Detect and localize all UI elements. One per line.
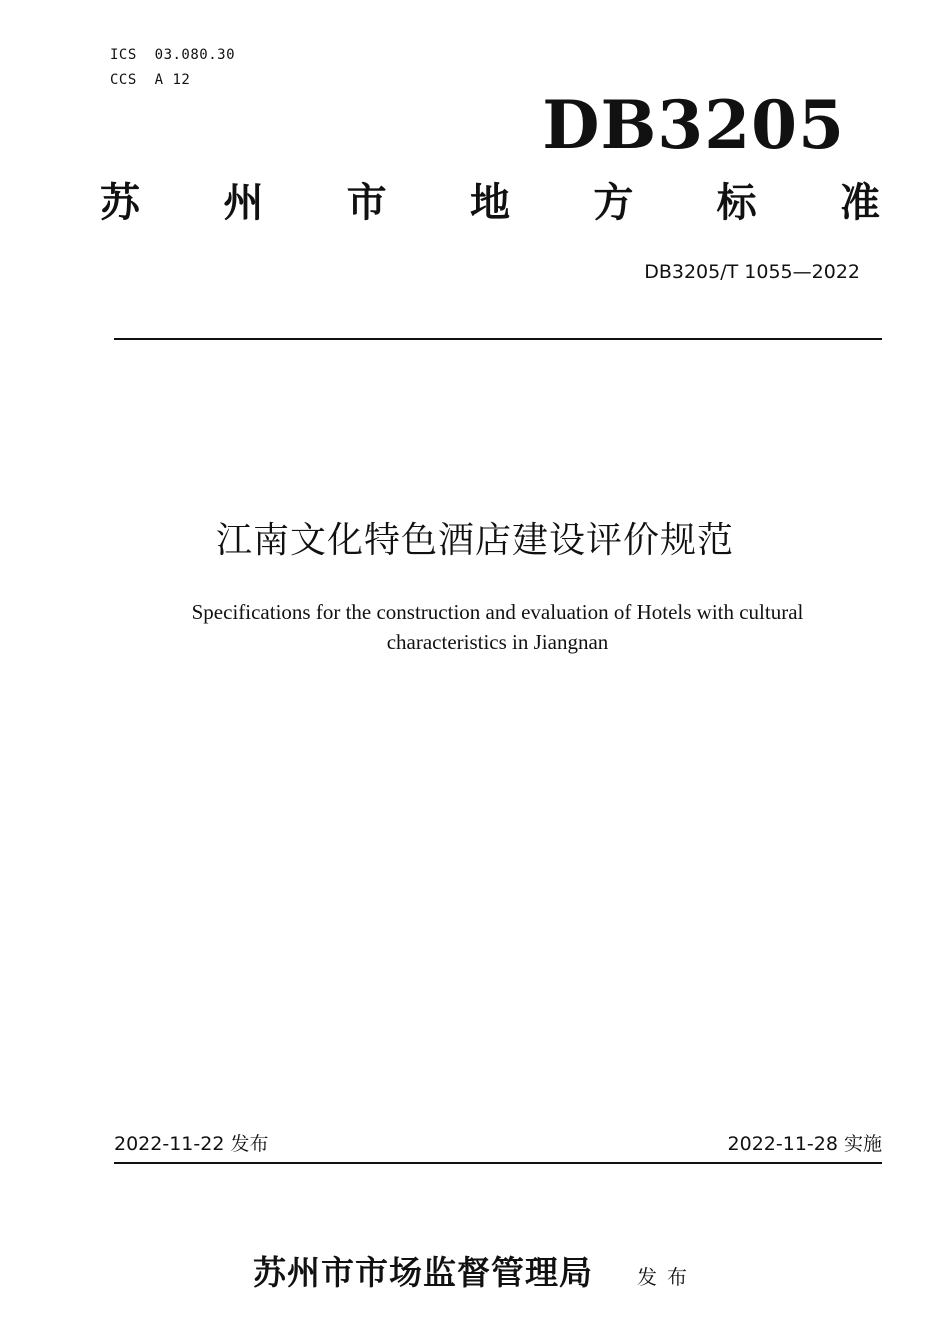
standard-type-char: 准 <box>839 179 880 226</box>
english-title-line: characteristics in Jiangnan <box>386 630 609 654</box>
publisher-name: 苏州市市场监督管理局 <box>253 1253 593 1292</box>
implementation-date: 2022-11-28 实施 <box>727 1133 882 1155</box>
publisher-row <box>0 1247 950 1294</box>
standard-type-char: 方 <box>593 179 634 226</box>
ics-code: ICS 03.080.30 <box>110 47 236 63</box>
standard-type-char: 标 <box>716 179 757 226</box>
standard-type-char: 苏 <box>100 179 140 226</box>
header-divider <box>114 338 882 340</box>
ccs-code: CCS A 12 <box>110 72 191 88</box>
standard-type-title <box>100 179 880 226</box>
issue-date: 2022-11-22 发布 <box>114 1133 269 1155</box>
standard-type-char: 州 <box>223 179 264 226</box>
standard-type-char: 市 <box>346 179 387 226</box>
english-title-line: Specifications for the construction and evaluation of Hotels with cultural <box>191 600 804 624</box>
english-title <box>150 597 845 657</box>
standard-number: DB3205/T 1055—2022 <box>644 261 860 283</box>
chinese-title: 江南文化特色酒店建设评价规范 <box>215 520 734 561</box>
footer-divider <box>114 1162 882 1164</box>
standard-code-logo: DB3205 <box>542 86 845 164</box>
publish-label: 发布 <box>637 1265 697 1289</box>
standard-type-char: 地 <box>469 179 510 226</box>
